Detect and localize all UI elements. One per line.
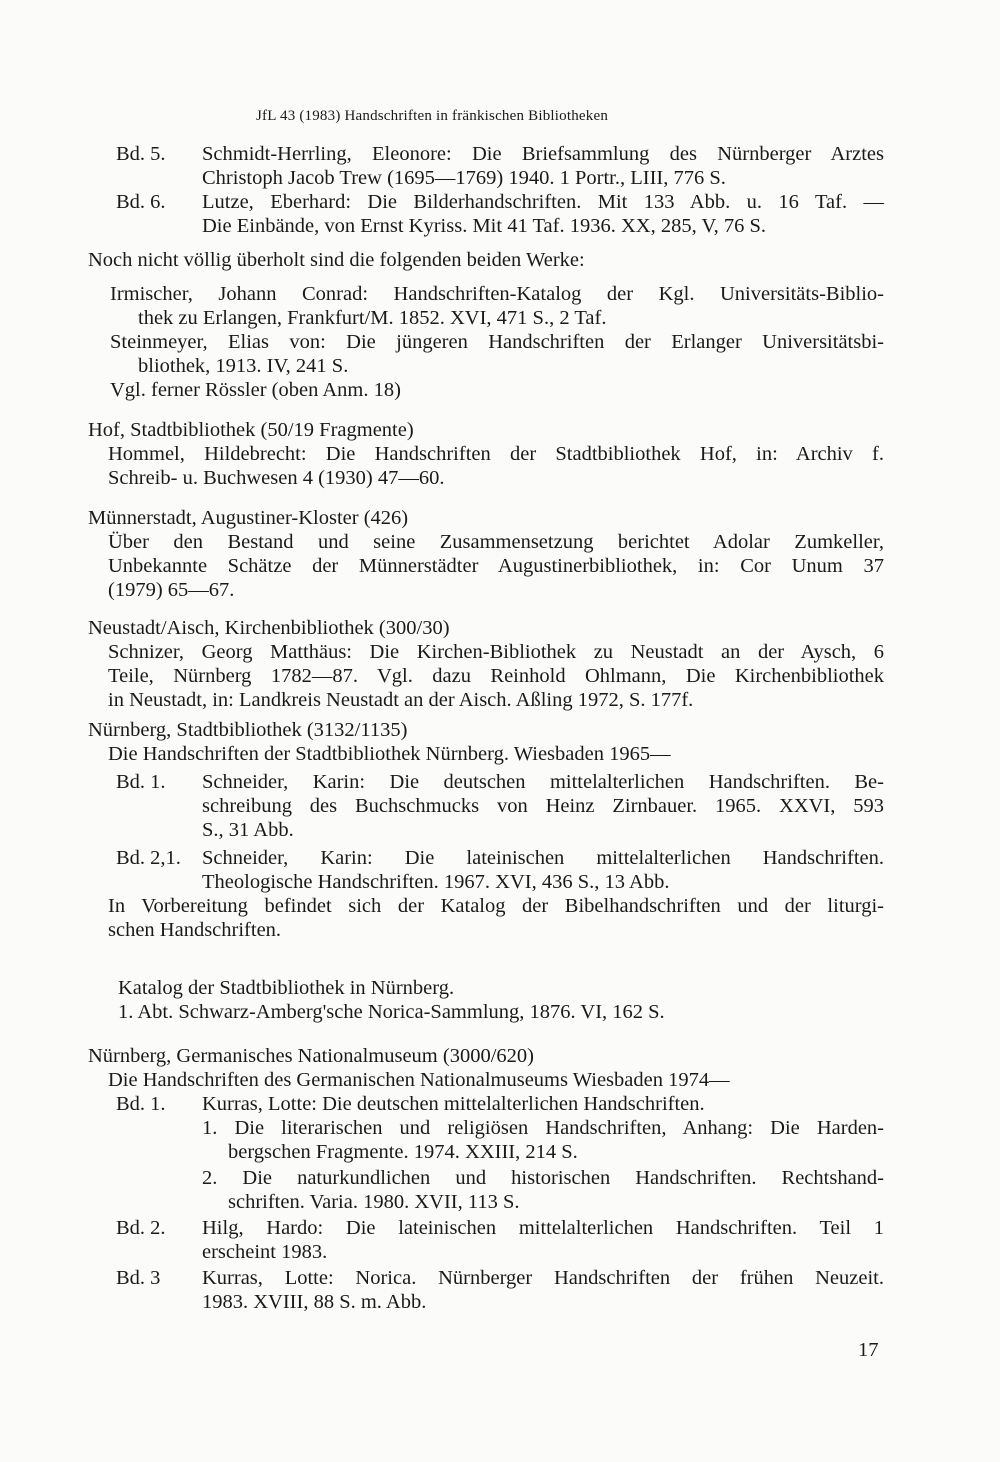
entry-line: Hommel, Hildebrecht: Die Handschriften der Stadtbibliothek Hof, in: Archiv f.: [108, 443, 884, 465]
volume-text-line: Die Einbände, von Ernst Kyriss. Mit 41 Taf. 1936. XX, 285, V, 76 S.: [202, 215, 767, 237]
entry-line: Teile, Nürnberg 1782—87. Vgl. dazu Reinhold Ohlmann, Die Kirchenbibliothek: [108, 665, 884, 687]
volume-text-line: Kurras, Lotte: Norica. Nürnberger Handschriften der frühen Neuzeit.: [202, 1267, 884, 1289]
volume-text-line: S., 31 Abb.: [202, 819, 294, 841]
volume-text-line: Theologische Handschriften. 1967. XVI, 436 S., 13 Abb.: [202, 871, 670, 893]
volume-text-line: Schmidt-Herrling, Eleonore: Die Briefsammlung des Nürnberger Arztes: [202, 143, 884, 165]
volume-label: Bd. 3: [116, 1267, 161, 1289]
volume-label: Bd. 2,1.: [116, 847, 181, 869]
running-header: JfL 43 (1983) Handschriften in fränkischen Bibliotheken: [256, 108, 609, 124]
catalog-title: Katalog der Stadtbibliothek in Nürnberg.: [118, 977, 455, 999]
preparation-note-line: In Vorbereitung befindet sich der Katalog der Bibelhandschriften und der liturgi-: [108, 895, 884, 917]
entry-line: Unbekannte Schätze der Münnerstädter Augustinerbibliothek, in: Cor Unum 37: [108, 555, 884, 577]
preparation-note-line: schen Handschriften.: [108, 919, 282, 941]
catalog-entry: 1. Abt. Schwarz-Amberg'sche Norica-Sammlung, 1876. VI, 162 S.: [118, 1001, 665, 1023]
series-title: Die Handschriften des Germanischen Nationalmuseums Wiesbaden 1974—: [108, 1069, 730, 1091]
entry-line: Über den Bestand und seine Zusammensetzung berichtet Adolar Zumkeller,: [108, 531, 884, 553]
older-work-line: thek zu Erlangen, Frankfurt/M. 1852. XVI, 471 S., 2 Taf.: [138, 307, 607, 329]
volume-text-line: schreibung des Buchschmucks von Heinz Zirnbauer. 1965. XXVI, 593: [202, 795, 884, 817]
older-work-line: bliothek, 1913. IV, 241 S.: [138, 355, 349, 377]
entry-line: (1979) 65—67.: [108, 579, 235, 601]
older-works-note: Vgl. ferner Rössler (oben Anm. 18): [110, 379, 401, 401]
series-title: Die Handschriften der Stadtbibliothek Nürnberg. Wiesbaden 1965—: [108, 743, 671, 765]
subvolume-line: bergschen Fragmente. 1974. XXIII, 214 S.: [228, 1141, 578, 1163]
subvolume-line: schriften. Varia. 1980. XVII, 113 S.: [228, 1191, 520, 1213]
section-heading: Nürnberg, Germanisches Nationalmuseum (3000/620): [88, 1045, 534, 1067]
older-works-intro: Noch nicht völlig überholt sind die folgenden beiden Werke:: [88, 249, 585, 271]
volume-text-line: Schneider, Karin: Die deutschen mittelalterlichen Handschriften. Be-: [202, 771, 884, 793]
volume-label: Bd. 6.: [116, 191, 166, 213]
volume-text-line: Lutze, Eberhard: Die Bilderhandschriften. Mit 133 Abb. u. 16 Taf. —: [202, 191, 884, 213]
entry-line: in Neustadt, in: Landkreis Neustadt an der Aisch. Aßling 1972, S. 177f.: [108, 689, 694, 711]
older-work-line: Irmischer, Johann Conrad: Handschriften-Katalog der Kgl. Universitäts-Biblio-: [110, 283, 884, 305]
volume-text-line: 1983. XVIII, 88 S. m. Abb.: [202, 1291, 427, 1313]
volume-label: Bd. 2.: [116, 1217, 166, 1239]
section-heading: Münnerstadt, Augustiner-Kloster (426): [88, 507, 409, 529]
page-number: 17: [858, 1339, 879, 1361]
volume-label: Bd. 5.: [116, 143, 166, 165]
section-heading: Neustadt/Aisch, Kirchenbibliothek (300/30): [88, 617, 450, 639]
volume-text-line: Kurras, Lotte: Die deutschen mittelalterlichen Handschriften.: [202, 1093, 705, 1115]
volume-text-line: Christoph Jacob Trew (1695—1769) 1940. 1 Portr., LIII, 776 S.: [202, 167, 726, 189]
section-heading: Nürnberg, Stadtbibliothek (3132/1135): [88, 719, 408, 741]
volume-label: Bd. 1.: [116, 1093, 166, 1115]
subvolume-line: 2. Die naturkundlichen und historischen Handschriften. Rechtshand-: [202, 1167, 884, 1189]
older-work-line: Steinmeyer, Elias von: Die jüngeren Handschriften der Erlanger Universitätsbi-: [110, 331, 884, 353]
volume-text-line: Schneider, Karin: Die lateinischen mittelalterlichen Handschriften.: [202, 847, 884, 869]
volume-text-line: erscheint 1983.: [202, 1241, 328, 1263]
subvolume-line: 1. Die literarischen und religiösen Handschriften, Anhang: Die Harden-: [202, 1117, 884, 1139]
volume-text-line: Hilg, Hardo: Die lateinischen mittelalterlichen Handschriften. Teil 1: [202, 1217, 884, 1239]
volume-label: Bd. 1.: [116, 771, 166, 793]
entry-line: Schreib- u. Buchwesen 4 (1930) 47—60.: [108, 467, 445, 489]
entry-line: Schnizer, Georg Matthäus: Die Kirchen-Bibliothek zu Neustadt an der Aysch, 6: [108, 641, 884, 663]
section-heading: Hof, Stadtbibliothek (50/19 Fragmente): [88, 419, 414, 441]
